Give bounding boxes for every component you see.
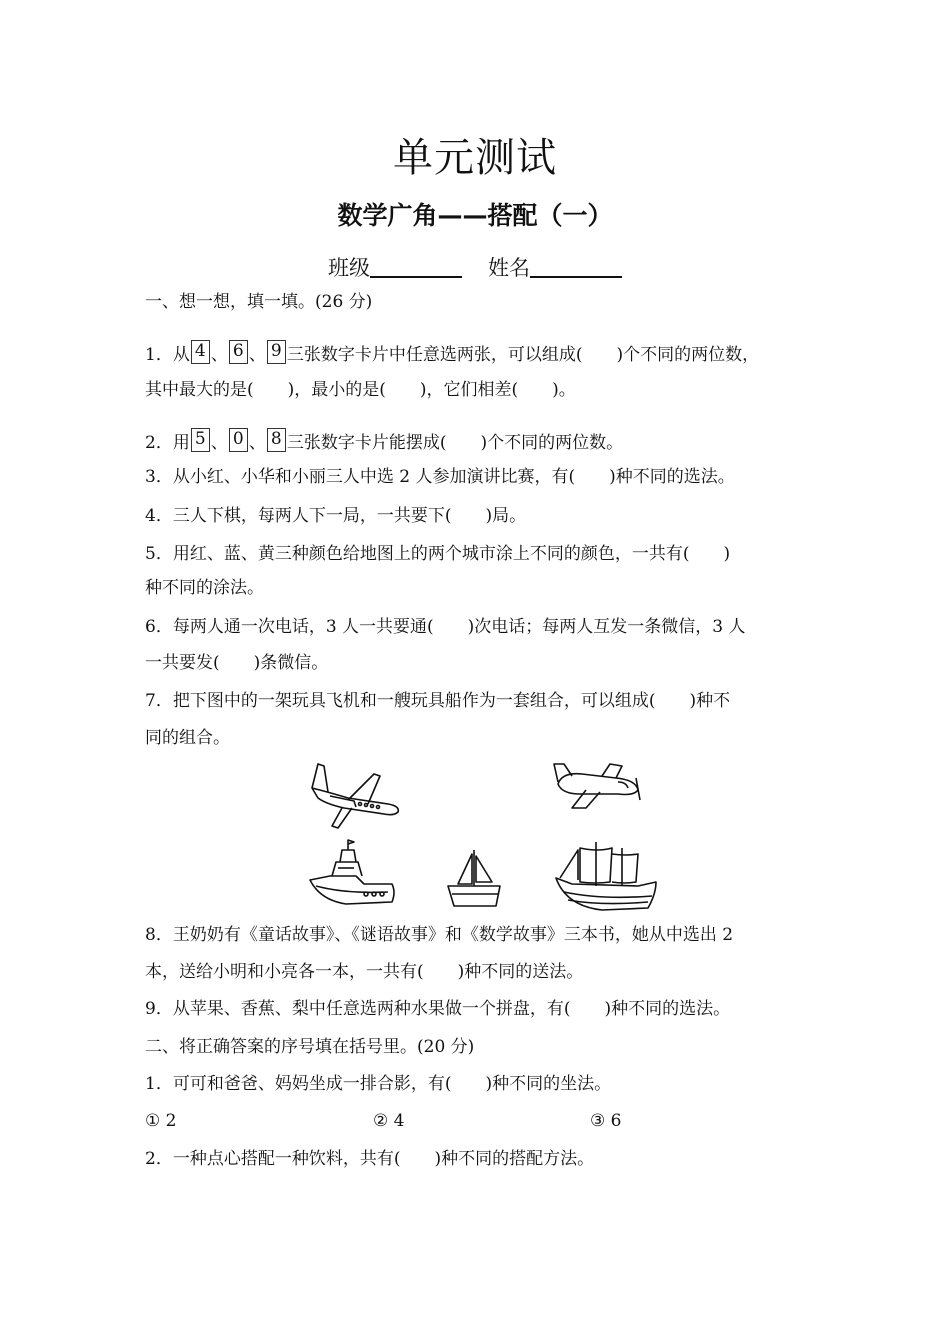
question-1-line-2: 其中最大的是( )，最小的是( )，它们相差( )。: [145, 380, 576, 400]
question-5-line-1: 5．用红、蓝、黄三种颜色给地图上的两个城市涂上不同的颜色，一共有( ): [145, 544, 731, 564]
jet-airliner-icon: [308, 758, 404, 832]
class-label: 班级: [328, 256, 370, 280]
question-2: 2．用 5 、 0 、 8 三张数字卡片能摆成( )个不同的两位数。: [145, 429, 624, 453]
section1-heading: 一、想一想，填一填。(26 分): [145, 292, 373, 312]
class-blank[interactable]: [370, 254, 462, 278]
class-name-line: [0, 252, 950, 282]
small-plane-icon: [552, 760, 642, 812]
digit-card: 6: [229, 340, 248, 364]
digit-card: 9: [267, 340, 286, 364]
question-2-text: 三张数字卡片能摆成( )个不同的两位数。: [286, 433, 624, 453]
section2-question-1: 1．可可和爸爸、妈妈坐成一排合影，有( )种不同的坐法。: [145, 1074, 612, 1094]
sailboat-icon: [446, 846, 502, 912]
option-3: ③ 6: [590, 1111, 622, 1131]
question-6-line-2: 一共要发( )条微信。: [145, 653, 329, 673]
ferry-ship-icon: [306, 838, 398, 910]
page-title: 单元测试: [393, 135, 557, 181]
sailing-ship-icon: [552, 838, 660, 914]
question-9: 9．从苹果、香蕉、梨中任意选两种水果做一个拼盘，有( )种不同的选法。: [145, 999, 731, 1019]
name-label: 姓名: [488, 256, 530, 280]
question-6-line-1: 6．每两人通一次电话，3 人一共要通( )次电话；每两人互发一条微信，3 人: [145, 617, 746, 637]
digit-card: 4: [191, 340, 210, 364]
question-1-line-1: 1．从 4 、 6 、 9 三张数字卡片中任意选两张，可以组成( )个不同的两位数，: [145, 341, 760, 365]
section2-heading: 二、将正确答案的序号填在括号里。(20 分): [145, 1037, 475, 1057]
digit-card: 5: [191, 428, 210, 452]
question-7-line-2: 同的组合。: [145, 728, 230, 748]
question-8-line-1: 8．王奶奶有《童话故事》、《谜语故事》和《数学故事》三本书，她从中选出 2: [145, 925, 734, 945]
question-5-line-2: 种不同的涂法。: [145, 578, 264, 598]
digit-card: 0: [229, 428, 248, 452]
question-4: 4．三人下棋，每两人下一局，一共要下( )局。: [145, 506, 527, 526]
question-3: 3．从小红、小华和小丽三人中选 2 人参加演讲比赛，有( )种不同的选法。: [145, 467, 735, 487]
question-1-text: 三张数字卡片中任意选两张，可以组成( )个不同的两位数，: [286, 345, 760, 365]
name-blank[interactable]: [530, 254, 622, 278]
question-8-line-2: 本，送给小明和小亮各一本，一共有( )种不同的送法。: [145, 962, 584, 982]
digit-card: 8: [267, 428, 286, 452]
page-subtitle: 数学广角——搭配（一）: [337, 201, 613, 230]
section2-question-2: 2．一种点心搭配一种饮料，共有( )种不同的搭配方法。: [145, 1149, 595, 1169]
option-2: ② 4: [373, 1111, 405, 1131]
question-7-line-1: 7．把下图中的一架玩具飞机和一艘玩具船作为一套组合，可以组成( )种不: [145, 691, 731, 711]
option-1: ① 2: [145, 1111, 177, 1131]
